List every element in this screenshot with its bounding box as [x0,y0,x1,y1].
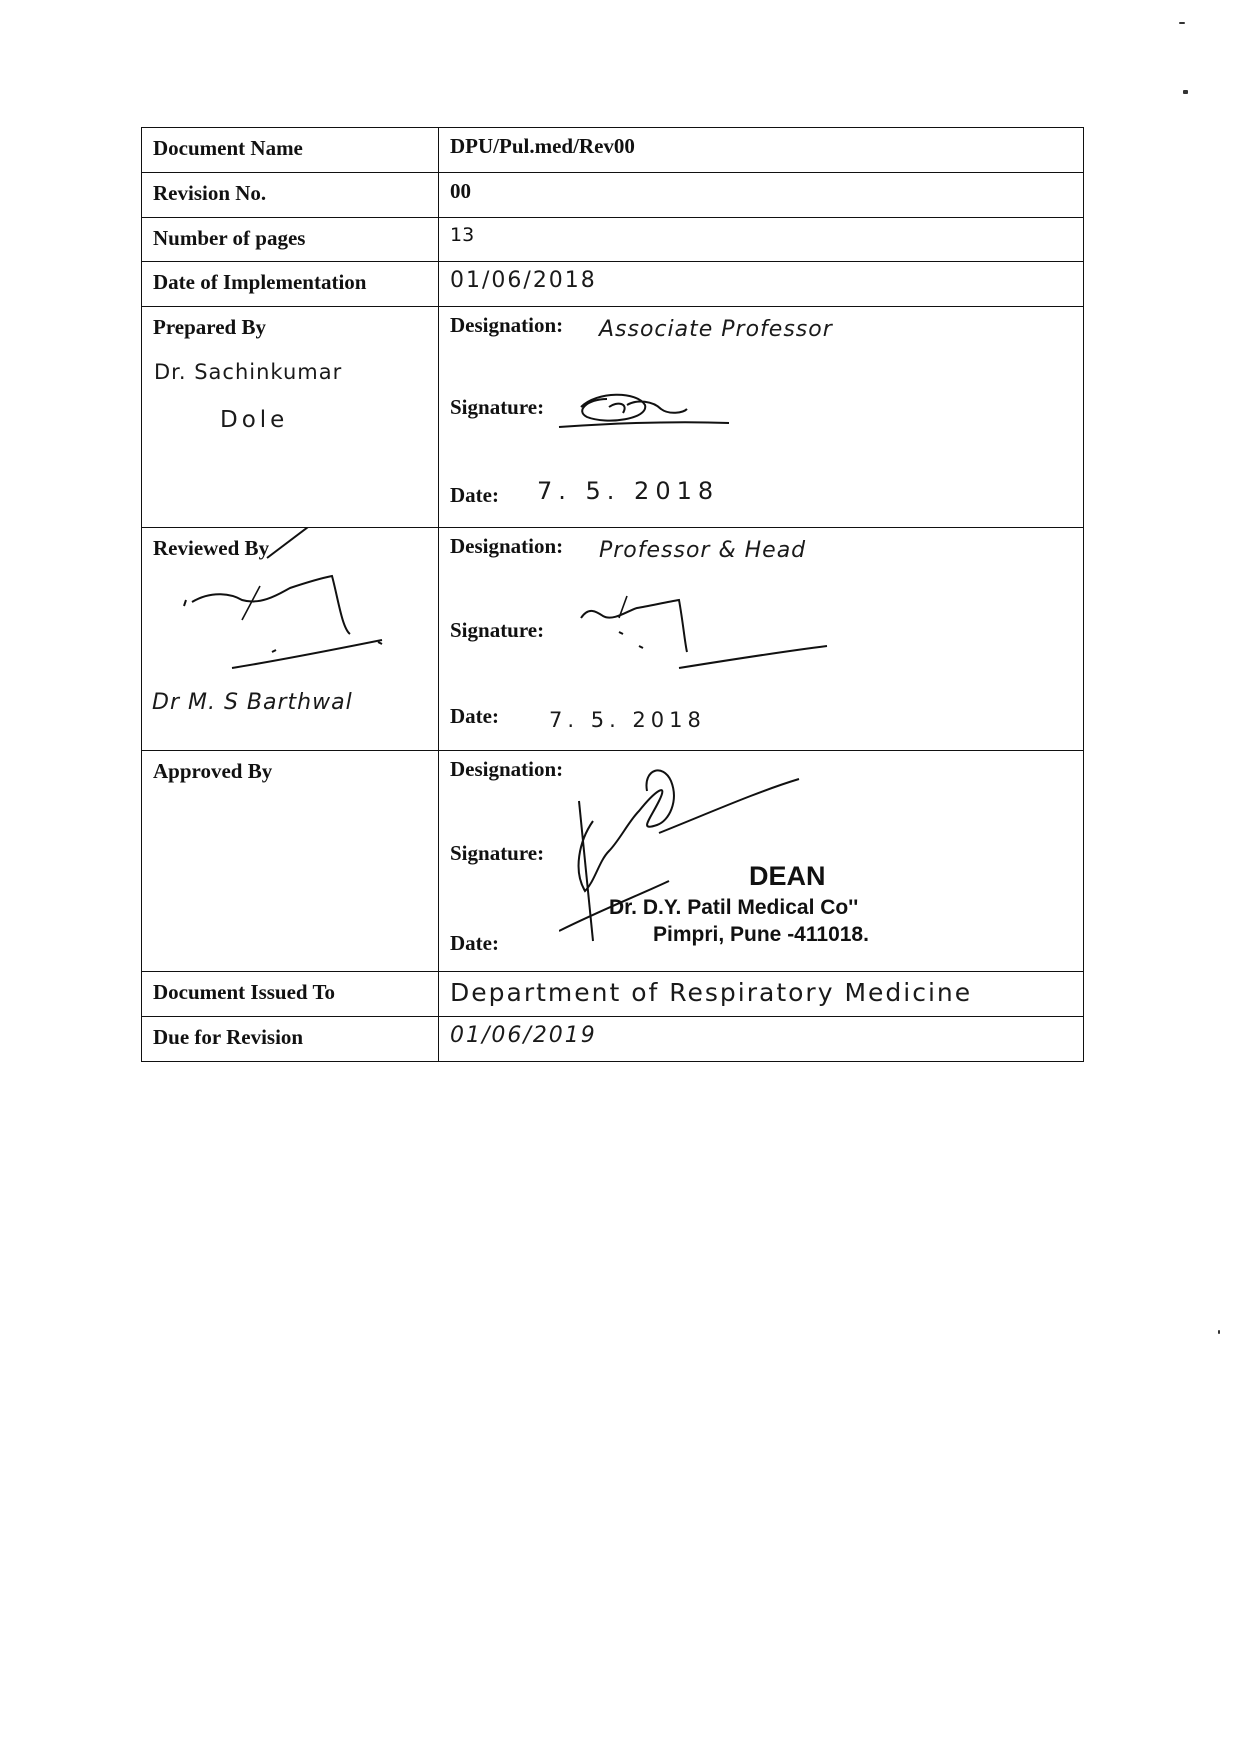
approved-by-label: Approved By [153,759,273,783]
document-control-table [141,127,1084,1062]
prepared-designation-label: Designation: [450,313,564,337]
prepared-date-label: Date: [450,483,499,507]
approved-date-label: Date: [450,931,499,955]
due-for-revision-label: Due for Revision [153,1025,304,1049]
date-of-implementation-label: Date of Implementation [153,270,367,294]
row-date-of-implementation [142,262,1084,307]
prepared-signature-image [557,385,732,440]
prepared-by-label: Prepared By [153,315,266,339]
revision-no-value: 00 [450,179,471,203]
scan-speck [1183,90,1188,94]
date-of-implementation-value: 01/06/2018 [450,268,597,293]
row-reviewed-by [142,528,1084,751]
row-document-issued-to [142,972,1084,1017]
reviewed-designation-label: Designation: [450,534,564,558]
reviewed-signature-image [172,528,402,678]
prepared-by-name-line2: Dole [220,407,289,433]
scan-speck [1179,22,1185,24]
dean-stamp-college: Dr. D.Y. Patil Medical Co'' [609,896,859,919]
due-for-revision-value: 01/06/2019 [450,1023,597,1048]
prepared-by-name-line1: Dr. Sachinkumar [154,360,343,384]
row-document-name [142,128,1084,173]
document-issued-to-value: Department of Respiratory Medicine [450,978,973,1007]
row-prepared-by [142,307,1084,528]
reviewed-by-name: Dr M. S Barthwal [152,690,353,715]
scan-speck [1218,1330,1220,1334]
reviewed-by-label: Reviewed By [153,536,270,560]
approved-signature-label: Signature: [450,841,545,865]
prepared-date-value: 7. 5. 2018 [537,477,720,505]
number-of-pages-label: Number of pages [153,226,306,250]
number-of-pages-value: 13 [450,224,475,246]
reviewed-signature-image-2 [579,588,829,678]
approved-designation-label: Designation: [450,757,564,781]
row-revision-no [142,173,1084,218]
revision-no-label: Revision No. [153,181,267,205]
document-name-label: Document Name [153,136,303,160]
reviewed-date-label: Date: [450,704,499,728]
prepared-signature-label: Signature: [450,395,545,419]
document-name-value: DPU/Pul.med/Rev00 [450,134,635,158]
document-issued-to-label: Document Issued To [153,980,336,1004]
row-approved-by [142,751,1084,972]
value-cell [439,128,1084,173]
dean-stamp-title: DEAN [749,861,826,891]
label-cell [142,128,439,173]
row-due-for-revision [142,1017,1084,1062]
reviewed-date-value: 7. 5. 2018 [549,708,706,732]
row-number-of-pages [142,218,1084,262]
reviewed-signature-label: Signature: [450,618,545,642]
reviewed-designation-value: Professor & Head [599,538,807,563]
prepared-designation-value: Associate Professor [599,317,833,342]
dean-stamp-address: Pimpri, Pune -411018. [653,923,869,946]
